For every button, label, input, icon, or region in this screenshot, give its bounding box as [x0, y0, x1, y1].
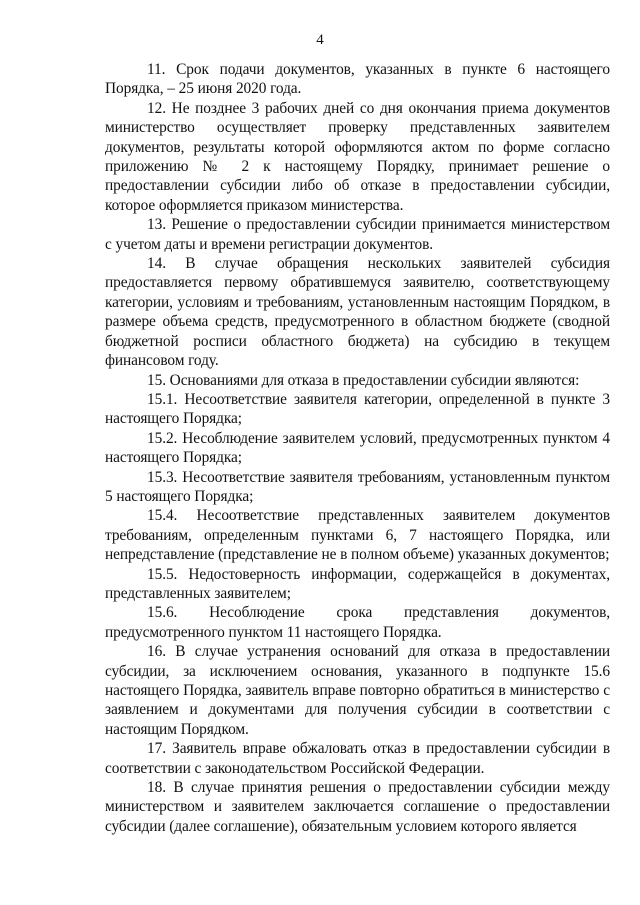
- paragraph-13: 13. Решение о предоставлении субсидии принимается министерством с учетом даты и времени регистрации документов.: [105, 216, 610, 253]
- paragraph-15-1: 15.1. Несоответствие заявителя категории, определенной в пункте 3 настоящего Порядка;: [105, 390, 610, 428]
- document-body: [105, 60, 610, 836]
- paragraph-15-6: 15.6. Несоблюдение срока представления документов, предусмотренного пунктом 11 настоящего Порядка.: [105, 604, 610, 641]
- paragraph-12: 12. Не позднее 3 рабочих дней со дня окончания приема документов министерство осуществляет проверку представленных заявителем документов, результаты которой оформляются актом по форме согласно приложению № 2 к настоящему Порядку, принимает решение о предоставлении субсидии либо об отказе в предоставлении субсидии, которое оформляется приказом министерства.: [105, 99, 610, 214]
- paragraph-15: 15. Основаниями для отказа в предоставлении субсидии являются:: [147, 371, 580, 389]
- paragraph-14: 14. В случае обращения нескольких заявителей субсидия предоставляется первому обратившемуся заявителю, соответствующему категории, условиям и требованиям, установленным настоящим Порядком, в размере объема средств, предусмотренного в областном бюджете (сводной бюджетной росписи областного бюджета) на субсидию в текущем финансовом году.: [105, 255, 610, 370]
- page-number: 4: [316, 32, 324, 48]
- paragraph-15-3: 15.3. Несоответствие заявителя требованиям, установленным пунктом 5 настоящего Порядка;: [105, 468, 610, 505]
- paragraph-15-4: 15.4. Несоответствие представленных заявителем документов требованиям, определенным пунктами 6, 7 настоящего Порядка, или непредставление (представление не в полном объеме) указанных документов;: [105, 507, 610, 564]
- paragraph-11: 11. Срок подачи документов, указанных в пункте 6 настоящего Порядка, – 25 июня 2020 года.: [105, 61, 610, 98]
- paragraph-17: 17. Заявитель вправе обжаловать отказ в предоставлении субсидии в соответствии с законодательством Российской Федерации.: [105, 740, 610, 777]
- paragraph-16: 16. В случае устранения оснований для отказа в предоставлении субсидии, за исключением основания, указанного в подпункте 15.6 настоящего Порядка, заявитель вправе повторно обратиться в министерство с заявлением и документами для получения субсидии в соответствии с настоящим Порядком.: [105, 643, 610, 738]
- paragraph-15-2: 15.2. Несоблюдение заявителем условий, предусмотренных пунктом 4 настоящего Порядка;: [105, 429, 610, 467]
- paragraph-18: 18. В случае принятия решения о предоставлении субсидии между министерством и заявителем заключается соглашение о предоставлении субсидии (далее соглашение), обязательным условием которого является: [105, 779, 610, 835]
- paragraph-15-5: 15.5. Недостоверность информации, содержащейся в документах, представленных заявителем;: [105, 565, 610, 602]
